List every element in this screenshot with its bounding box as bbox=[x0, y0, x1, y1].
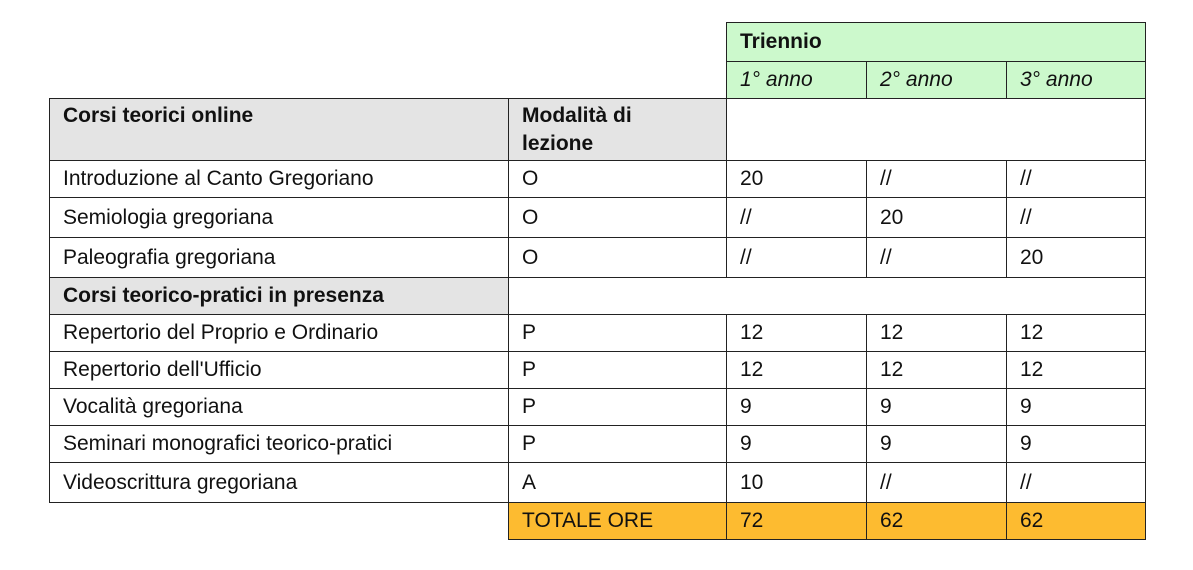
course-mode: P bbox=[508, 388, 727, 426]
section-online-blank bbox=[726, 98, 1146, 161]
hours-year-3: // bbox=[1006, 462, 1146, 503]
course-mode: A bbox=[508, 462, 727, 503]
hours-year-1: // bbox=[726, 197, 867, 238]
course-name: Seminari monografici teorico-pratici bbox=[49, 425, 509, 463]
course-mode: O bbox=[508, 197, 727, 238]
hours-year-3: // bbox=[1006, 197, 1146, 238]
hours-year-2: // bbox=[866, 462, 1007, 503]
course-name: Repertorio del Proprio e Ordinario bbox=[49, 314, 509, 352]
total-label: TOTALE ORE bbox=[508, 502, 727, 540]
year-1-header: 1° anno bbox=[726, 61, 867, 99]
hours-year-1: 9 bbox=[726, 388, 867, 426]
total-year-1: 72 bbox=[726, 502, 867, 540]
hours-year-3: 9 bbox=[1006, 388, 1146, 426]
hours-year-1: // bbox=[726, 237, 867, 278]
course-mode: P bbox=[508, 425, 727, 463]
hours-year-1: 9 bbox=[726, 425, 867, 463]
hours-year-2: 9 bbox=[866, 388, 1007, 426]
hours-year-3: // bbox=[1006, 160, 1146, 198]
hours-year-1: 20 bbox=[726, 160, 867, 198]
year-2-header: 2° anno bbox=[866, 61, 1007, 99]
course-mode: O bbox=[508, 160, 727, 198]
hours-year-3: 12 bbox=[1006, 351, 1146, 389]
course-name: Vocalità gregoriana bbox=[49, 388, 509, 426]
course-name: Semiologia gregoriana bbox=[49, 197, 509, 238]
total-year-2: 62 bbox=[866, 502, 1007, 540]
hours-year-3: 12 bbox=[1006, 314, 1146, 352]
hours-year-3: 9 bbox=[1006, 425, 1146, 463]
hours-year-1: 12 bbox=[726, 351, 867, 389]
hours-year-2: 9 bbox=[866, 425, 1007, 463]
section-presence-title: Corsi teorico-pratici in presenza bbox=[49, 277, 509, 315]
course-name: Introduzione al Canto Gregoriano bbox=[49, 160, 509, 198]
total-year-3: 62 bbox=[1006, 502, 1146, 540]
hours-year-1: 12 bbox=[726, 314, 867, 352]
course-mode: P bbox=[508, 314, 727, 352]
hours-year-2: // bbox=[866, 237, 1007, 278]
section-presence-blank bbox=[508, 277, 1146, 315]
triennio-header: Triennio bbox=[726, 22, 1146, 62]
hours-year-1: 10 bbox=[726, 462, 867, 503]
hours-year-2: 12 bbox=[866, 351, 1007, 389]
hours-year-2: 12 bbox=[866, 314, 1007, 352]
hours-year-3: 20 bbox=[1006, 237, 1146, 278]
course-name: Paleografia gregoriana bbox=[49, 237, 509, 278]
course-name: Repertorio dell'Ufficio bbox=[49, 351, 509, 389]
year-3-header: 3° anno bbox=[1006, 61, 1146, 99]
course-mode: P bbox=[508, 351, 727, 389]
course-name: Videoscrittura gregoriana bbox=[49, 462, 509, 503]
section-online-title: Corsi teorici online bbox=[49, 98, 509, 161]
modality-header: Modalità di lezione bbox=[508, 98, 727, 161]
hours-year-2: // bbox=[866, 160, 1007, 198]
course-mode: O bbox=[508, 237, 727, 278]
hours-year-2: 20 bbox=[866, 197, 1007, 238]
